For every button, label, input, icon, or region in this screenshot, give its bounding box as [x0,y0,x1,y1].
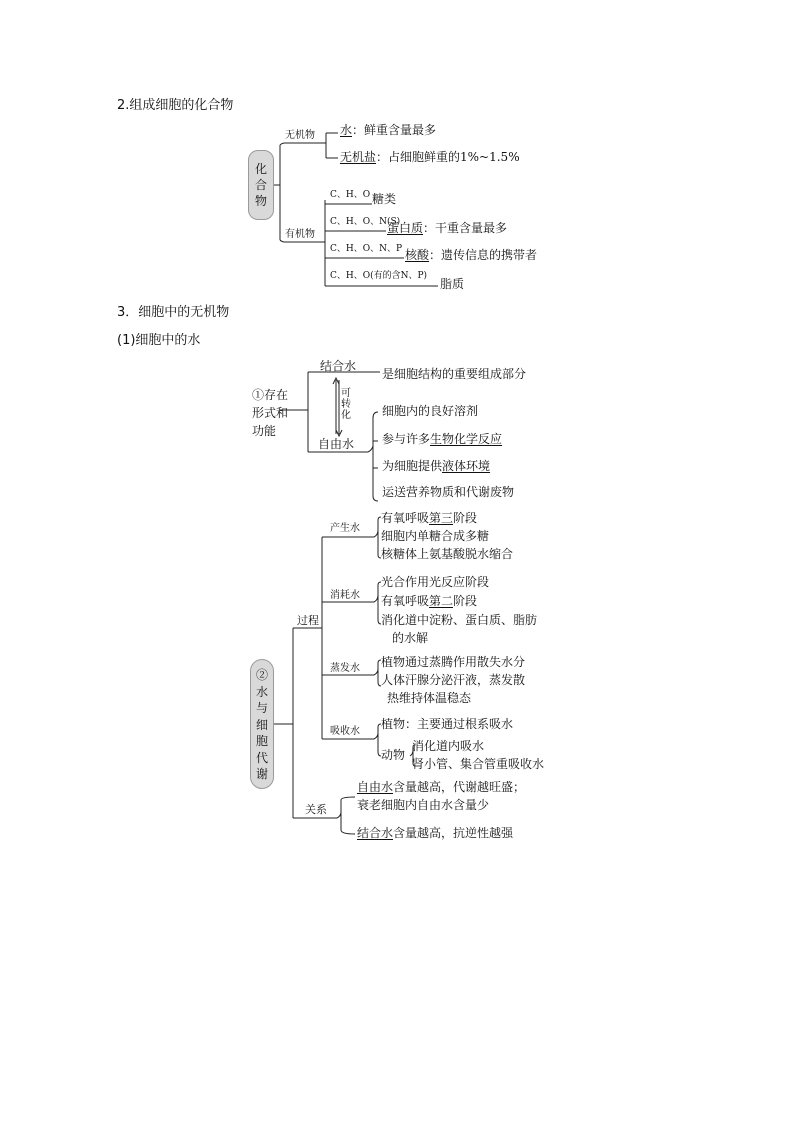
bound-water-label: 结合水 [320,359,357,373]
organic-item-term: 脂质 [440,277,465,291]
forms-label-line3: 功能 [252,424,277,438]
free-water-item: 细胞内的良好溶剂 [382,404,479,418]
absorb-animal: 动物 [381,748,406,762]
relation-item: 结合水含量越高，抗逆性越强 [357,826,514,840]
absorb-plant: 植物：主要通过根系吸水 [381,717,514,731]
evaporate-item: 热维持体温稳态 [387,691,472,705]
free-water-label: 自由水 [318,437,355,451]
organic-item-term: 糖类 [372,192,397,206]
consume-item: 光合作用光反应阶段 [381,575,490,589]
compound-root-label: 化合物 [254,162,267,208]
produce-item: 细胞内单糖合成多糖 [381,529,490,543]
organic-item-term: 核酸：遗传信息的携带者 [405,248,538,262]
consume-item: 的水解 [392,631,429,645]
inorganic-label: 无机物 [285,130,315,141]
absorb-animal-item: 肾小管、集合管重吸收水 [412,757,545,771]
produce-water-label: 产生水 [330,523,360,534]
metabolism-root-label: ②水与细胞代谢 [255,668,268,781]
relation-item: 自由水含量越高，代谢越旺盛； [357,780,526,794]
organic-label: 有机物 [285,229,315,240]
section-heading-compounds: 2.组成细胞的化合物 [117,98,234,113]
absorb-animal-item: 消化道内吸水 [412,739,485,753]
evaporate-item: 植物通过蒸腾作用散失水分 [381,655,526,669]
organic-item-elements: C、H、O(有的含N、P) [330,271,428,281]
evaporate-item: 人体汗腺分泌汗液，蒸发散 [381,673,526,687]
absorb-water-label: 吸收水 [330,726,360,737]
forms-label-line2: 形式和 [252,406,289,420]
process-label: 过程 [297,614,319,627]
inorganic-salt: 无机盐：占细胞鲜重的1%~1.5% [340,150,520,164]
organic-item-elements: C、H、O、N(S) [330,217,401,227]
forms-label-line1: ①存在 [252,388,289,402]
free-water-item: 运送营养物质和代谢废物 [382,485,515,499]
consume-item: 有氧呼吸第二阶段 [381,594,478,608]
organic-item-term: 蛋白质：干重含量最多 [387,221,508,235]
consume-item: 消化道中淀粉、蛋白质、脂肪 [381,613,538,627]
bound-water-desc: 是细胞结构的重要组成部分 [382,367,527,381]
produce-item: 核糖体上氨基酸脱水缩合 [381,547,514,561]
convert-char: 可 [341,388,351,399]
evaporate-water-label: 蒸发水 [330,663,360,674]
consume-water-label: 消耗水 [330,590,360,601]
organic-item-elements: C、H、O [330,190,371,200]
subheading-water: (1)细胞中的水 [117,333,201,348]
free-water-item: 为细胞提供液体环境 [382,459,491,473]
organic-item-elements: C、H、O、N、P [330,244,403,254]
relation-item: 衰老细胞内自由水含量少 [357,798,490,812]
free-water-item: 参与许多生物化学反应 [382,432,503,446]
produce-item: 有氧呼吸第三阶段 [381,511,478,525]
convert-char: 化 [341,410,351,421]
convert-char: 转 [341,399,351,410]
section-heading-inorganic: 3．细胞中的无机物 [117,305,230,320]
inorganic-water: 水：鲜重含量最多 [340,123,437,137]
relation-label: 关系 [305,803,327,816]
